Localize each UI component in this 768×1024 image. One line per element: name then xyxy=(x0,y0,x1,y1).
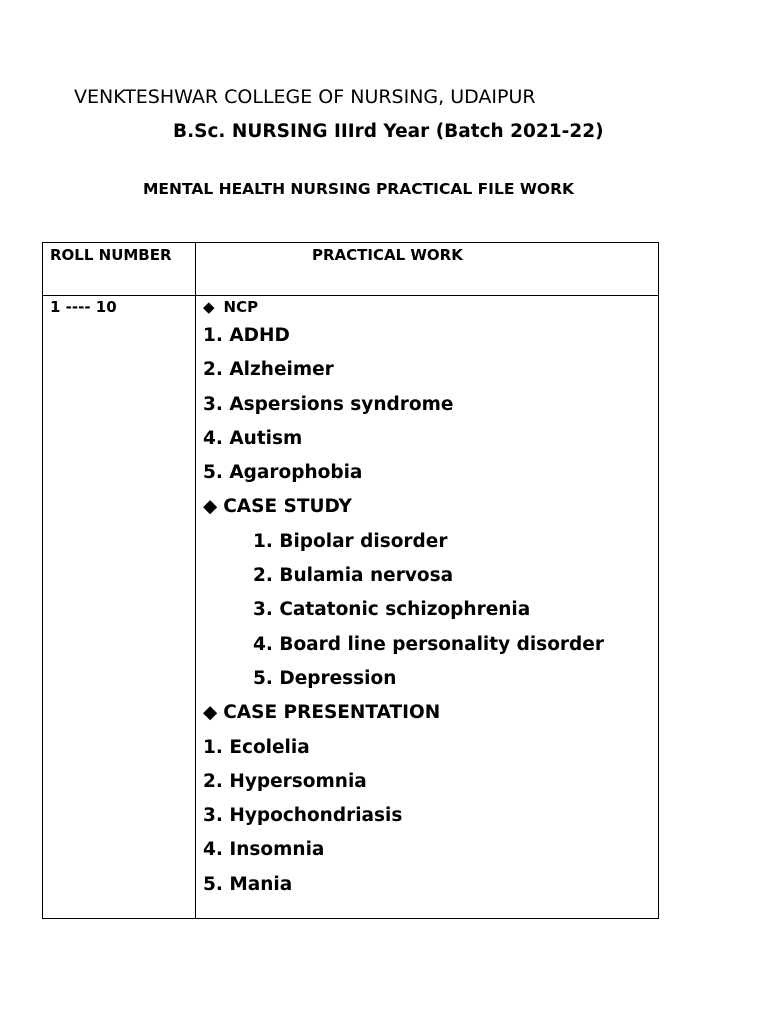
list-item: 5. Depression xyxy=(253,667,397,689)
section-ncp-heading xyxy=(203,296,658,323)
section-title: NCP xyxy=(223,298,259,316)
section-case-presentation-heading xyxy=(203,700,658,734)
list-item: 1. Bipolar disorder xyxy=(253,530,448,552)
list-item: 4. Insomnia xyxy=(203,839,325,861)
roll-range: 1 ---- 10 xyxy=(43,296,196,919)
list-item: 1. Ecolelia xyxy=(203,736,310,758)
practical-work-header: PRACTICAL WORK xyxy=(196,243,659,296)
list-item: 5. Agarophobia xyxy=(203,462,363,484)
section-title: CASE PRESENTATION xyxy=(223,702,441,724)
list-item: 4. Board line personality disorder xyxy=(253,633,604,655)
diamond-bullet-icon: ◆ xyxy=(203,496,218,518)
practical-work-table xyxy=(42,242,659,919)
list-item: 2. Bulamia nervosa xyxy=(253,565,454,587)
list-item: 4. Autism xyxy=(203,427,303,449)
list-item: 5. Mania xyxy=(203,873,293,895)
section-title: CASE STUDY xyxy=(223,496,352,518)
list-item: 3. Aspersions syndrome xyxy=(203,393,454,415)
list-item: 3. Hypochondriasis xyxy=(203,805,403,827)
list-item: 2. Hypersomnia xyxy=(203,770,367,792)
table-row xyxy=(43,296,659,919)
diamond-bullet-icon: ◆ xyxy=(203,298,215,316)
course-batch-heading: B.Sc. NURSING IIIrd Year (Batch 2021-22) xyxy=(173,121,604,142)
diamond-bullet-icon: ◆ xyxy=(203,702,218,724)
table-header-row xyxy=(43,243,659,296)
practical-work-cell xyxy=(196,296,659,919)
roll-number-header: ROLL NUMBER xyxy=(43,243,196,296)
list-item: 2. Alzheimer xyxy=(203,359,334,381)
file-title: MENTAL HEALTH NURSING PRACTICAL FILE WORK xyxy=(143,180,575,198)
section-case-study-heading xyxy=(203,494,658,528)
college-name: VENKTESHWAR COLLEGE OF NURSING, UDAIPUR xyxy=(74,86,536,108)
list-item: 1. ADHD xyxy=(203,325,290,346)
list-item: 3. Catatonic schizophrenia xyxy=(253,599,531,621)
